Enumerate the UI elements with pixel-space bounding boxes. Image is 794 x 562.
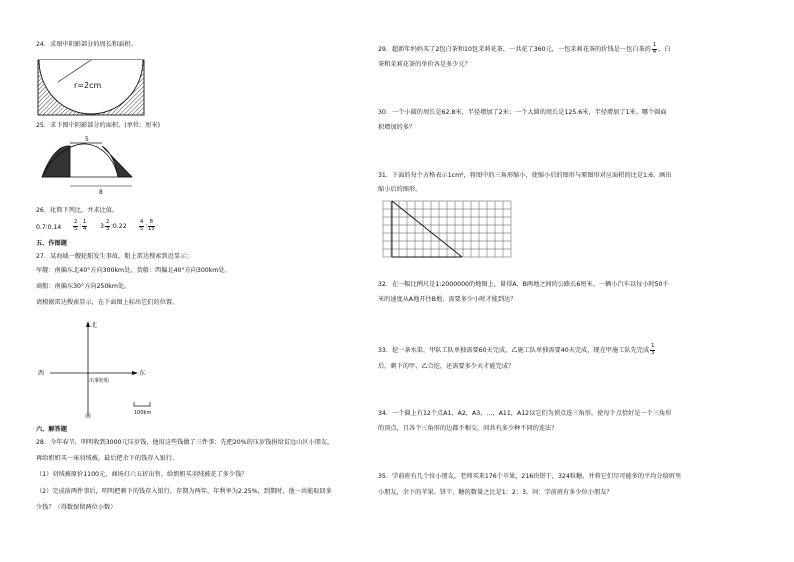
scale-label: 100km — [134, 410, 152, 416]
q35-line-2: 小朋友，余下的苹果、饼干、糖的数量之比是1：2：3。问：学前班有多少位小朋友？ — [378, 489, 613, 496]
q28-line-4: （2）完成前两件事后，明明把剩下的钱存入银行，存期为两年，年利率为2.25%，到期时，他一共能取回多 — [36, 488, 332, 495]
q31-grid — [382, 200, 518, 260]
q34-line-2: 的顶点，且各个三角形的边都不相交。问共有多少种不同的连法？ — [378, 425, 558, 432]
q33-line-2: 后，剩下的甲、乙合挖，还需要多少天才能完成？ — [378, 363, 515, 370]
q27-line-1: 27．某海域一艘轮船发生事故，船上雷达搜索到近显示： — [36, 253, 193, 260]
q29-line-1: 29．超新年妈妈买了2包白茶和10包茉莉花茶，一共花了360元，一包茉莉花茶的价钱是一包白茶的 $\frac{1}{4}$ ，白 — [378, 42, 671, 55]
q26-item-b: $\frac{2}{5}$ ∶ $\frac{1}{4}$ — [74, 219, 87, 232]
q31-line-2: 缩小后的图形。 — [378, 186, 422, 193]
section-5-heading: 五、作图题 — [36, 240, 67, 247]
q35-line-1: 35．学前班有几个位小朋友，老师买来176个苹果，216块饼干，324粒糖，并将它们尽可能多的平均分给班里 — [378, 473, 682, 480]
q25-top-length: 5 — [85, 136, 89, 143]
south-label: 南 — [85, 413, 92, 420]
q30-line-2: 积增加的多？ — [378, 124, 416, 131]
north-label: 北 — [91, 322, 98, 329]
q27-line-4: 请根据雷达搜索显示，在下面图上标出它们的位置。 — [36, 299, 179, 306]
q31-line-1: 31．下面的每个方格表示1cm²，将图中的三角形缩小，使缩小后的图形与原图形对应面积的比是1:6，画出 — [378, 172, 672, 179]
q26-item-d: $\frac{4}{5}$ ∶ $\frac{8}{15}$ — [140, 219, 155, 232]
q29-line-2: 茶和茉莉花茶的单价各是多少元？ — [378, 61, 471, 68]
q26-item-c: 3 $\frac{2}{3}$ ∶0.22 — [100, 219, 127, 232]
east-label: 东 — [139, 370, 146, 377]
question-24: 24．求图中阴影部分的周长和面积。 — [36, 41, 137, 48]
q25-figure — [36, 133, 136, 195]
q25-bottom-length: 8 — [99, 189, 103, 196]
q24-radius-label: r=2cm — [74, 81, 102, 90]
q28-line-2: 再给奶奶买一床羽绒被，最后把余下的钱存入银行。 — [36, 455, 179, 462]
q27-line-2: 军舰：南偏东北40°方向300km处，货船：西偏北40°方向300km处。 — [36, 267, 231, 274]
compass-figure — [36, 318, 166, 418]
q28-line-1: 28．今年春节，明明收到3000元压岁钱，他用这些钱做了三件事：先把20%的压岁钱捐给贫远山区小朋友， — [36, 439, 334, 446]
west-label: 西 — [38, 370, 45, 377]
q32-line-1: 32．在一幅比例尺是1:2000000的地图上，量得A、B两地之间的公路长6厘米。一辆小汽车以每小时50千 — [378, 281, 669, 288]
q27-line-3: 商船：南偏东30°方向250km处。 — [36, 283, 131, 290]
q34-line-1: 34．一个圆上有12个点A1，A2，A3，…，A11，A12以它们为顶点连三角形，使每个点恰好是一个三角形 — [378, 410, 672, 417]
center-ship-label: 出事轮船 — [89, 378, 110, 384]
q32-line-2: 米的速度从A地开往B地，需要多少小时才能到达？ — [378, 296, 517, 303]
q26-item-a: 0.7∶0.14 — [36, 224, 62, 231]
q30-line-1: 30．一个小圆的周长是62.8米，半径增加了2米；一个大圆的周长是125.6米，半径增加了1米。哪个圆面 — [378, 109, 667, 116]
question-25: 25．求下图中阴影部分的面积。(单位：厘米) — [36, 122, 161, 129]
q24-figure — [36, 58, 146, 116]
question-26: 26．化简下列比，并求比值。 — [36, 207, 119, 214]
section-6-heading: 六、解答题 — [36, 426, 67, 433]
q33-line-1: 33．挖一条水渠，甲队工队单独需要60天完成，乙施工队单独需要40天完成，现在甲施工队先完成 $\frac{1}{3}$ — [378, 343, 655, 356]
q28-line-3: （1）羽绒被原价1100元，商场打六五折出售，给奶奶买羽绒被花了多少钱？ — [36, 471, 248, 478]
q28-line-5: 少钱？（得数保留两位小数） — [36, 504, 117, 511]
